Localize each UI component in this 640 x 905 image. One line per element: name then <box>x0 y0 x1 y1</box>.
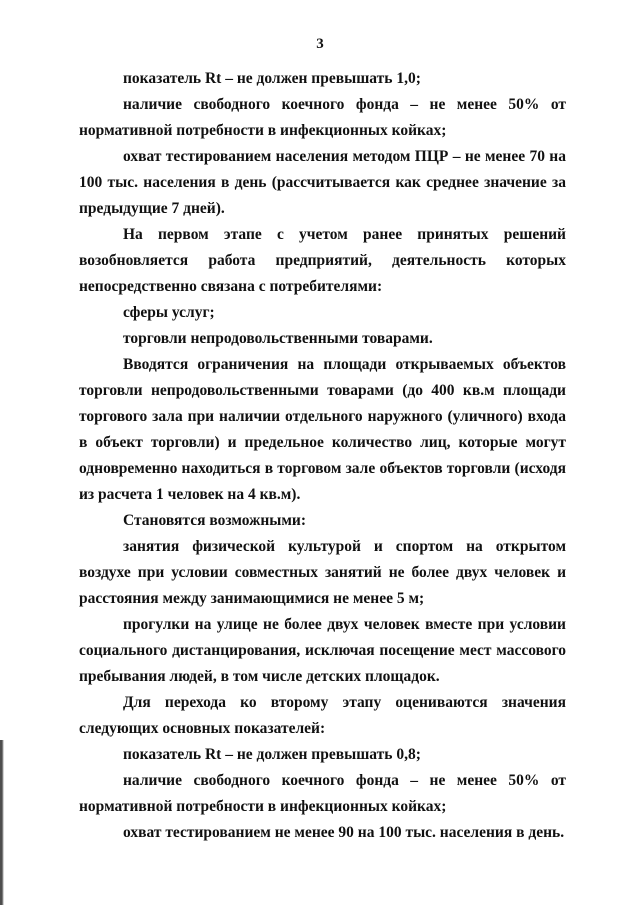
paragraph: показатель Rt – не должен превышать 0,8; <box>123 746 421 763</box>
paragraph: Для перехода ко второму этапу оцениваются значения следующих основных показателей: <box>79 694 566 737</box>
paragraph: показатель Rt – не должен превышать 1,0; <box>123 70 421 87</box>
paragraph: занятия физической культурой и спортом на открытом воздухе при условии совместных занятий не более двух человек и расстояния между занимающимися не менее 5 м; <box>79 538 566 607</box>
paragraph: охват тестированием не менее 90 на 100 тыс. населения в день. <box>123 824 565 841</box>
page-number: 3 <box>316 36 324 52</box>
scan-edge-mark <box>0 740 6 905</box>
paragraph: наличие свободного коечного фонда – не менее 50% от нормативной потребности в инфекционных койках; <box>79 96 566 139</box>
paragraph: торговли непродовольственными товарами. <box>123 330 433 347</box>
paragraph: Вводятся ограничения на площади открываемых объектов торговли непродовольственными товарами (до 400 кв.м площади торгового зала при наличии отдельного наружного (уличного) входа в объект торговли) и предельное количество лиц, которые могут одновременно находиться в торговом зале объектов торговли (исходя из расчета 1 человек на 4 кв.м). <box>79 356 566 503</box>
paragraph: охват тестированием населения методом ПЦР – не менее 70 на 100 тыс. населения в день (рассчитывается как среднее значение за предыдущие 7 дней). <box>79 148 566 217</box>
paragraph: сферы услуг; <box>123 304 215 321</box>
paragraph: наличие свободного коечного фонда – не менее 50% от нормативной потребности в инфекционных койках; <box>79 772 566 815</box>
paragraph: Становятся возможными: <box>123 512 306 529</box>
document-body <box>79 66 566 846</box>
paragraph: На первом этапе с учетом ранее принятых решений возобновляется работа предприятий, деятельность которых непосредственно связана с потребителями: <box>79 226 566 295</box>
paragraph: прогулки на улице не более двух человек вместе при условии социального дистанцирования, исключая посещение мест массового пребывания людей, в том числе детских площадок. <box>79 616 566 685</box>
